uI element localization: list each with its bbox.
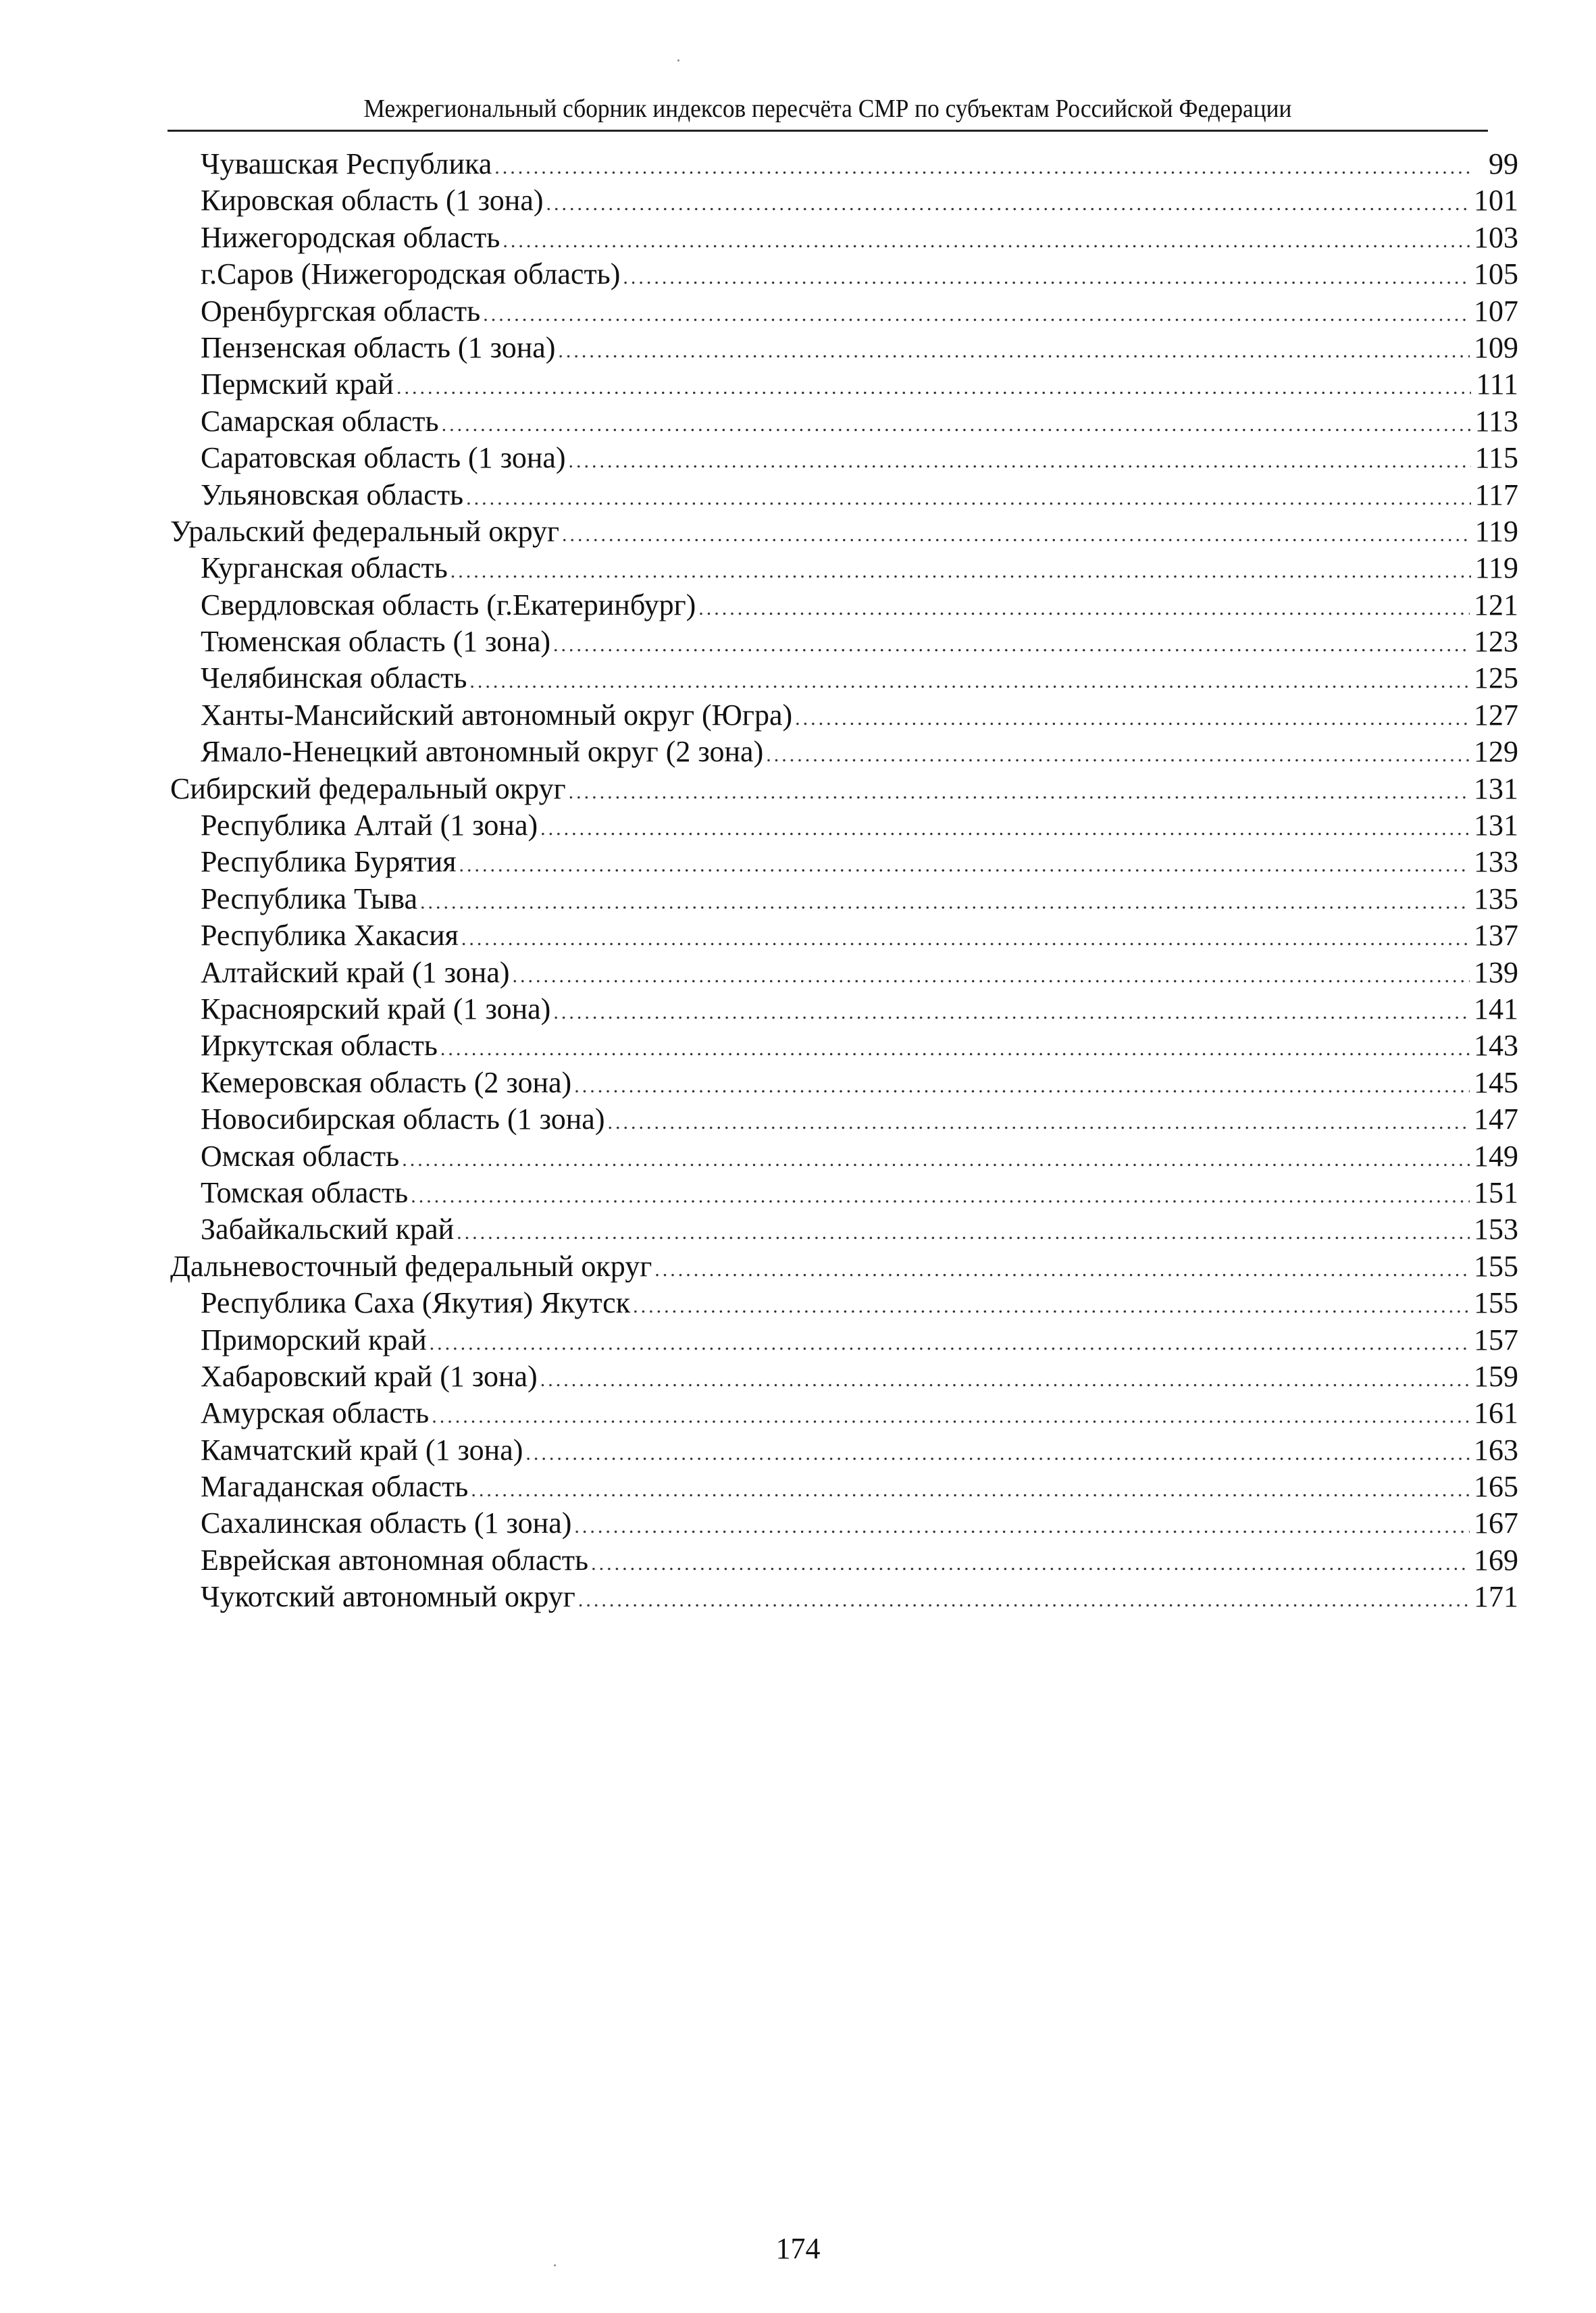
toc-entry-page: 151	[1474, 1175, 1518, 1209]
toc-entry-title: Кировская область (1 зона)	[201, 184, 544, 218]
toc-dot-leader	[553, 627, 1470, 663]
toc-entry-title: Иркутская область	[201, 1029, 438, 1063]
toc-dot-leader	[540, 1362, 1470, 1398]
toc-entry-title: Томская область	[201, 1175, 409, 1209]
toc-entry-title: Камчатский край (1 зона)	[201, 1433, 523, 1467]
toc-entry-title: г.Саров (Нижегородская область)	[201, 257, 621, 291]
scan-speck	[554, 2264, 556, 2266]
toc-entry-row	[170, 587, 1518, 624]
toc-dot-leader	[766, 737, 1470, 773]
page-number: 174	[775, 2232, 821, 2265]
toc-entry-title: Республика Саха (Якутия) Якутск	[201, 1286, 631, 1320]
toc-entry-page: 103	[1474, 220, 1518, 254]
toc-entry-row	[170, 366, 1518, 403]
toc-entry-page: 137	[1474, 919, 1518, 952]
toc-entry-page: 127	[1474, 698, 1518, 732]
toc-entry-row	[170, 1322, 1518, 1358]
toc-entry-page: 169	[1474, 1543, 1518, 1577]
toc-dot-leader	[503, 223, 1470, 259]
toc-entry-row	[170, 403, 1518, 440]
toc-entry-title: Челябинская область	[201, 661, 467, 695]
toc-entry-row	[170, 182, 1518, 219]
toc-entry-page: 119	[1474, 514, 1518, 548]
running-header: Межрегиональный сборник индексов пересчёта СМР по субъектам Российской Федерации	[363, 95, 1292, 123]
toc-entry-row	[170, 1358, 1518, 1395]
toc-entry-title: Уральский федеральный округ	[170, 514, 560, 548]
toc-entry-page: 123	[1474, 625, 1518, 659]
toc-entry-title: Новосибирская область (1 зона)	[201, 1102, 605, 1136]
toc-entry-title: Курганская область	[201, 551, 448, 585]
toc-dot-leader	[466, 480, 1471, 517]
toc-entry-row	[170, 1285, 1518, 1321]
toc-entry-title: Сибирский федеральный округ	[170, 771, 566, 805]
toc-entry-row	[170, 1027, 1518, 1064]
toc-entry-page: 145	[1474, 1065, 1518, 1099]
toc-entry-page: 141	[1474, 992, 1518, 1025]
toc-entry-title: Республика Бурятия	[201, 845, 457, 879]
toc-entry-title: Самарская область	[201, 404, 439, 438]
toc-dot-leader	[562, 517, 1471, 553]
toc-entry-title: Еврейская автономная область	[201, 1543, 589, 1577]
toc-entry-title: Чукотский автономный округ	[201, 1580, 575, 1614]
toc-dot-leader	[623, 259, 1470, 296]
toc-entry-page: 131	[1474, 809, 1518, 842]
toc-entry-title: Хабаровский край (1 зона)	[201, 1359, 538, 1393]
toc-dot-leader	[698, 590, 1470, 627]
toc-entry-page: 165	[1474, 1470, 1518, 1504]
toc-entry-page: 149	[1474, 1139, 1518, 1173]
toc-entry-page: 105	[1474, 257, 1518, 291]
toc-section-row	[170, 513, 1518, 550]
toc-entry-row	[170, 1542, 1518, 1579]
toc-entry-title: Приморский край	[201, 1323, 427, 1356]
toc-entry-row	[170, 256, 1518, 293]
toc-entry-title: Чувашская Республика	[201, 147, 492, 180]
toc-dot-leader	[459, 847, 1470, 884]
toc-entry-page: 109	[1474, 330, 1518, 364]
toc-dot-leader	[525, 1435, 1470, 1472]
toc-entry-row	[170, 844, 1518, 880]
toc-dot-leader	[430, 1325, 1470, 1362]
toc-entry-page: 147	[1474, 1102, 1518, 1136]
toc-section-row	[170, 771, 1518, 807]
toc-dot-leader	[591, 1546, 1470, 1582]
toc-dot-leader	[411, 1178, 1470, 1215]
toc-entry-title: Нижегородская область	[201, 220, 500, 254]
toc-dot-leader	[633, 1288, 1470, 1325]
header-rule	[168, 130, 1488, 132]
toc-entry-page: 99	[1489, 147, 1518, 180]
toc-entry-page: 113	[1474, 404, 1518, 438]
toc-entry-row	[170, 220, 1518, 256]
toc-entry-page: 101	[1474, 184, 1518, 218]
toc-dot-leader	[540, 811, 1470, 847]
toc-dot-leader	[574, 1508, 1470, 1545]
toc-entry-row	[170, 477, 1518, 513]
toc-entry-row	[170, 1211, 1518, 1248]
toc-entry-page: 107	[1474, 294, 1518, 328]
toc-entry-row	[170, 1579, 1518, 1615]
toc-entry-title: Тюменская область (1 зона)	[201, 625, 551, 659]
toc-dot-leader	[471, 1472, 1470, 1508]
toc-dot-leader	[558, 333, 1470, 370]
toc-entry-page: 121	[1474, 588, 1518, 621]
toc-dot-leader	[461, 921, 1470, 957]
toc-dot-leader	[569, 443, 1471, 480]
toc-entry-title: Магаданская область	[201, 1470, 469, 1504]
toc-entry-page: 155	[1474, 1286, 1518, 1320]
toc-entry-page: 131	[1474, 771, 1518, 805]
toc-section-row	[170, 1248, 1518, 1285]
toc-entry-row	[170, 550, 1518, 586]
toc-dot-leader	[574, 1068, 1470, 1104]
toc-entry-title: Пензенская область (1 зона)	[201, 330, 556, 364]
toc-dot-leader	[654, 1252, 1470, 1288]
toc-entry-row	[170, 1065, 1518, 1101]
toc-dot-leader	[457, 1215, 1470, 1251]
toc-entry-row	[170, 1138, 1518, 1175]
toc-dot-leader	[553, 994, 1470, 1031]
toc-entry-page: 133	[1474, 845, 1518, 879]
toc-entry-title: Кемеровская область (2 зона)	[201, 1065, 572, 1099]
toc-entry-row	[170, 1101, 1518, 1138]
toc-entry-page: 155	[1474, 1249, 1518, 1283]
toc-dot-leader	[451, 553, 1471, 590]
toc-entry-title: Забайкальский край	[201, 1213, 455, 1246]
toc-entry-page: 115	[1474, 441, 1518, 475]
toc-entry-title: Свердловская область (г.Екатеринбург)	[201, 588, 696, 621]
toc-dot-leader	[513, 958, 1470, 994]
toc-entry-page: 119	[1474, 551, 1518, 585]
toc-entry-title: Республика Алтай (1 зона)	[201, 809, 538, 842]
toc-entry-page: 129	[1474, 735, 1518, 769]
toc-entry-title: Республика Хакасия	[201, 919, 459, 952]
toc-entry-page: 139	[1474, 955, 1518, 989]
toc-entry-page: 163	[1474, 1433, 1518, 1467]
toc-entry-row	[170, 955, 1518, 991]
toc-entry-row	[170, 1395, 1518, 1431]
toc-entry-title: Амурская область	[201, 1396, 430, 1430]
toc-entry-row	[170, 1469, 1518, 1505]
toc-entry-title: Ульяновская область	[201, 478, 464, 511]
scan-speck	[677, 59, 679, 61]
toc-entry-page: 159	[1474, 1359, 1518, 1393]
table-of-contents	[170, 146, 1518, 1616]
toc-dot-leader	[569, 774, 1470, 811]
toc-dot-leader	[432, 1398, 1470, 1435]
toc-entry-page: 135	[1474, 882, 1518, 915]
toc-entry-title: Ямало-Ненецкий автономный округ (2 зона)	[201, 735, 764, 769]
toc-entry-row	[170, 881, 1518, 917]
toc-dot-leader	[546, 186, 1470, 222]
toc-entry-row	[170, 734, 1518, 770]
toc-entry-title: Ханты-Мансийский автономный округ (Югра)	[201, 698, 793, 732]
toc-entry-title: Омская область	[201, 1139, 400, 1173]
toc-entry-row	[170, 1432, 1518, 1469]
toc-entry-row	[170, 917, 1518, 954]
toc-dot-leader	[442, 407, 1471, 443]
toc-entry-title: Красноярский край (1 зона)	[201, 992, 551, 1025]
toc-entry-row	[170, 293, 1518, 330]
toc-entry-title: Дальневосточный федеральный округ	[170, 1249, 652, 1283]
toc-entry-row	[170, 146, 1518, 182]
toc-dot-leader	[469, 663, 1470, 700]
toc-entry-row	[170, 440, 1518, 476]
toc-entry-page: 171	[1474, 1580, 1518, 1614]
toc-dot-leader	[440, 1031, 1470, 1067]
toc-entry-page: 167	[1474, 1506, 1518, 1540]
toc-dot-leader	[795, 701, 1470, 737]
toc-dot-leader	[396, 370, 1471, 406]
toc-entry-page: 111	[1476, 367, 1518, 401]
toc-entry-page: 157	[1474, 1323, 1518, 1356]
toc-entry-title: Республика Тыва	[201, 882, 418, 915]
toc-entry-page: 161	[1474, 1396, 1518, 1430]
toc-entry-title: Алтайский край (1 зона)	[201, 955, 510, 989]
toc-entry-row	[170, 624, 1518, 660]
toc-dot-leader	[483, 297, 1470, 333]
toc-entry-row	[170, 330, 1518, 366]
toc-entry-title: Сахалинская область (1 зона)	[201, 1506, 572, 1540]
toc-dot-leader	[402, 1142, 1470, 1178]
toc-entry-row	[170, 1175, 1518, 1211]
toc-dot-leader	[578, 1582, 1470, 1619]
toc-entry-page: 125	[1474, 661, 1518, 695]
toc-dot-leader	[494, 149, 1471, 186]
toc-entry-row	[170, 660, 1518, 696]
toc-entry-page: 143	[1474, 1029, 1518, 1063]
toc-entry-title: Саратовская область (1 зона)	[201, 441, 566, 475]
toc-entry-title: Пермский край	[201, 367, 394, 401]
toc-entry-row	[170, 1505, 1518, 1542]
toc-dot-leader	[420, 884, 1470, 921]
toc-entry-row	[170, 697, 1518, 734]
toc-dot-leader	[607, 1104, 1470, 1141]
toc-entry-row	[170, 991, 1518, 1027]
toc-entry-page: 153	[1474, 1213, 1518, 1246]
toc-entry-page: 117	[1474, 478, 1518, 511]
toc-entry-title: Оренбургская область	[201, 294, 481, 328]
toc-entry-row	[170, 807, 1518, 844]
